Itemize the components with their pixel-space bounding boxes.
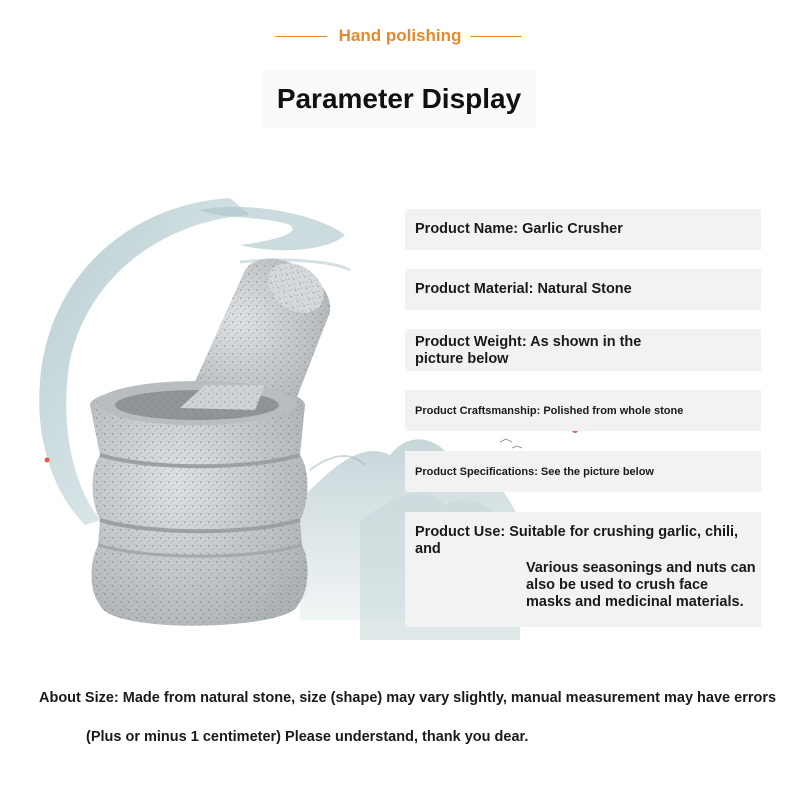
param-product-craftsmanship-text: Product Craftsmanship: Polished from whole stone bbox=[415, 405, 684, 417]
param-product-material bbox=[405, 269, 761, 310]
size-note-tolerance: (Plus or minus 1 centimeter) Please understand, thank you dear. bbox=[86, 729, 529, 745]
param-product-use-text: Product Use: Suitable for crushing garlic, chili, and bbox=[415, 524, 739, 557]
page-title: Parameter Display bbox=[262, 70, 536, 128]
size-note: About Size: Made from natural stone, size (shape) may vary slightly, manual measurement may have errors bbox=[39, 690, 777, 706]
param-product-specifications-text: Product Specifications: See the picture below bbox=[415, 466, 654, 478]
param-product-name bbox=[405, 209, 761, 250]
param-product-name-text: Product Name: Garlic Crusher bbox=[415, 221, 623, 237]
param-product-weight-text: Product Weight: As shown in the picture below bbox=[415, 334, 642, 367]
stone-mortar bbox=[90, 381, 308, 626]
tag-line-right bbox=[470, 36, 522, 37]
tag-text: Hand polishing bbox=[338, 26, 462, 45]
param-product-use-detail: Various seasonings and nuts can also be used to crush face masks and medicinal materials. bbox=[526, 560, 756, 610]
param-product-use bbox=[405, 512, 761, 627]
param-product-craftsmanship bbox=[405, 390, 761, 431]
param-product-material-text: Product Material: Natural Stone bbox=[415, 281, 632, 297]
section-tag bbox=[0, 24, 800, 50]
param-product-specifications bbox=[405, 451, 761, 492]
param-product-weight bbox=[405, 329, 761, 371]
